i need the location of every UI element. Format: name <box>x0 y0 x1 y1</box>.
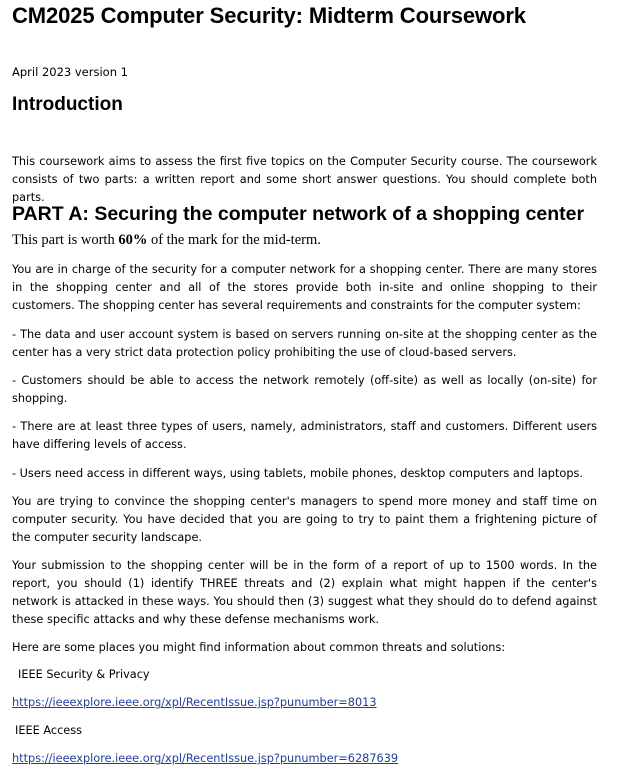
part-a-worth <box>12 232 321 249</box>
requirement-item: - There are at least three types of users, namely, administrators, staff and customers. Different users have differing levels of access. <box>12 420 597 451</box>
version-text: April 2023 version 1 <box>12 65 128 79</box>
worth-suffix: of the mark for the mid-term. <box>147 232 321 248</box>
requirement-item: - Users need access in different ways, using tablets, mobile phones, desktop computers and laptops. <box>12 467 583 480</box>
body-paragraph: You are trying to convince the shopping center's managers to spend more money and staff time on computer security. You have decided that you are going to try to paint them a frightening picture of the computer security landscape. <box>12 495 597 544</box>
worth-value: 60% <box>118 232 148 248</box>
reference-link[interactable]: https://ieeexplore.ieee.org/xpl/RecentIssue.jsp?punumber=8013 <box>12 696 377 709</box>
document-title: CM2025 Computer Security: Midterm Coursework <box>12 3 526 28</box>
part-a-heading: PART A: Securing the computer network of a shopping center <box>12 203 585 225</box>
requirement-item: - The data and user account system is based on servers running on-site at the shopping center as the center has a very strict data protection policy prohibiting the use of cloud-based servers. <box>12 328 597 359</box>
worth-prefix: This part is worth <box>12 232 119 248</box>
body-paragraph: Here are some places you might find information about common threats and solutions: <box>12 641 506 654</box>
body-paragraph: You are in charge of the security for a computer network for a shopping center. There are many stores in the shopping center and all of the stores provide both in-site and online shopping to their customers. The shopping center has several requirements and constraints for the computer system: <box>12 263 597 312</box>
introduction-heading: Introduction <box>12 94 123 115</box>
reference-label: IEEE Access <box>15 724 83 737</box>
introduction-paragraph: This coursework aims to assess the first five topics on the Computer Security course. The coursework consists of two parts: a written report and some short answer questions. You should complete both parts. <box>12 155 597 204</box>
reference-label: IEEE Security & Privacy <box>18 668 150 681</box>
reference-link[interactable]: https://ieeexplore.ieee.org/xpl/RecentIssue.jsp?punumber=6287639 <box>12 752 399 765</box>
body-paragraph: Your submission to the shopping center will be in the form of a report of up to 1500 words. In the report, you should (1) identify THREE threats and (2) explain what might happen if the center's network is attacked in these ways. You should then (3) suggest what they should do to defend against these specific attacks and why these defense mechanisms work. <box>12 559 597 626</box>
requirement-item: - Customers should be able to access the network remotely (off-site) as well as locally (on-site) for shopping. <box>12 374 597 405</box>
